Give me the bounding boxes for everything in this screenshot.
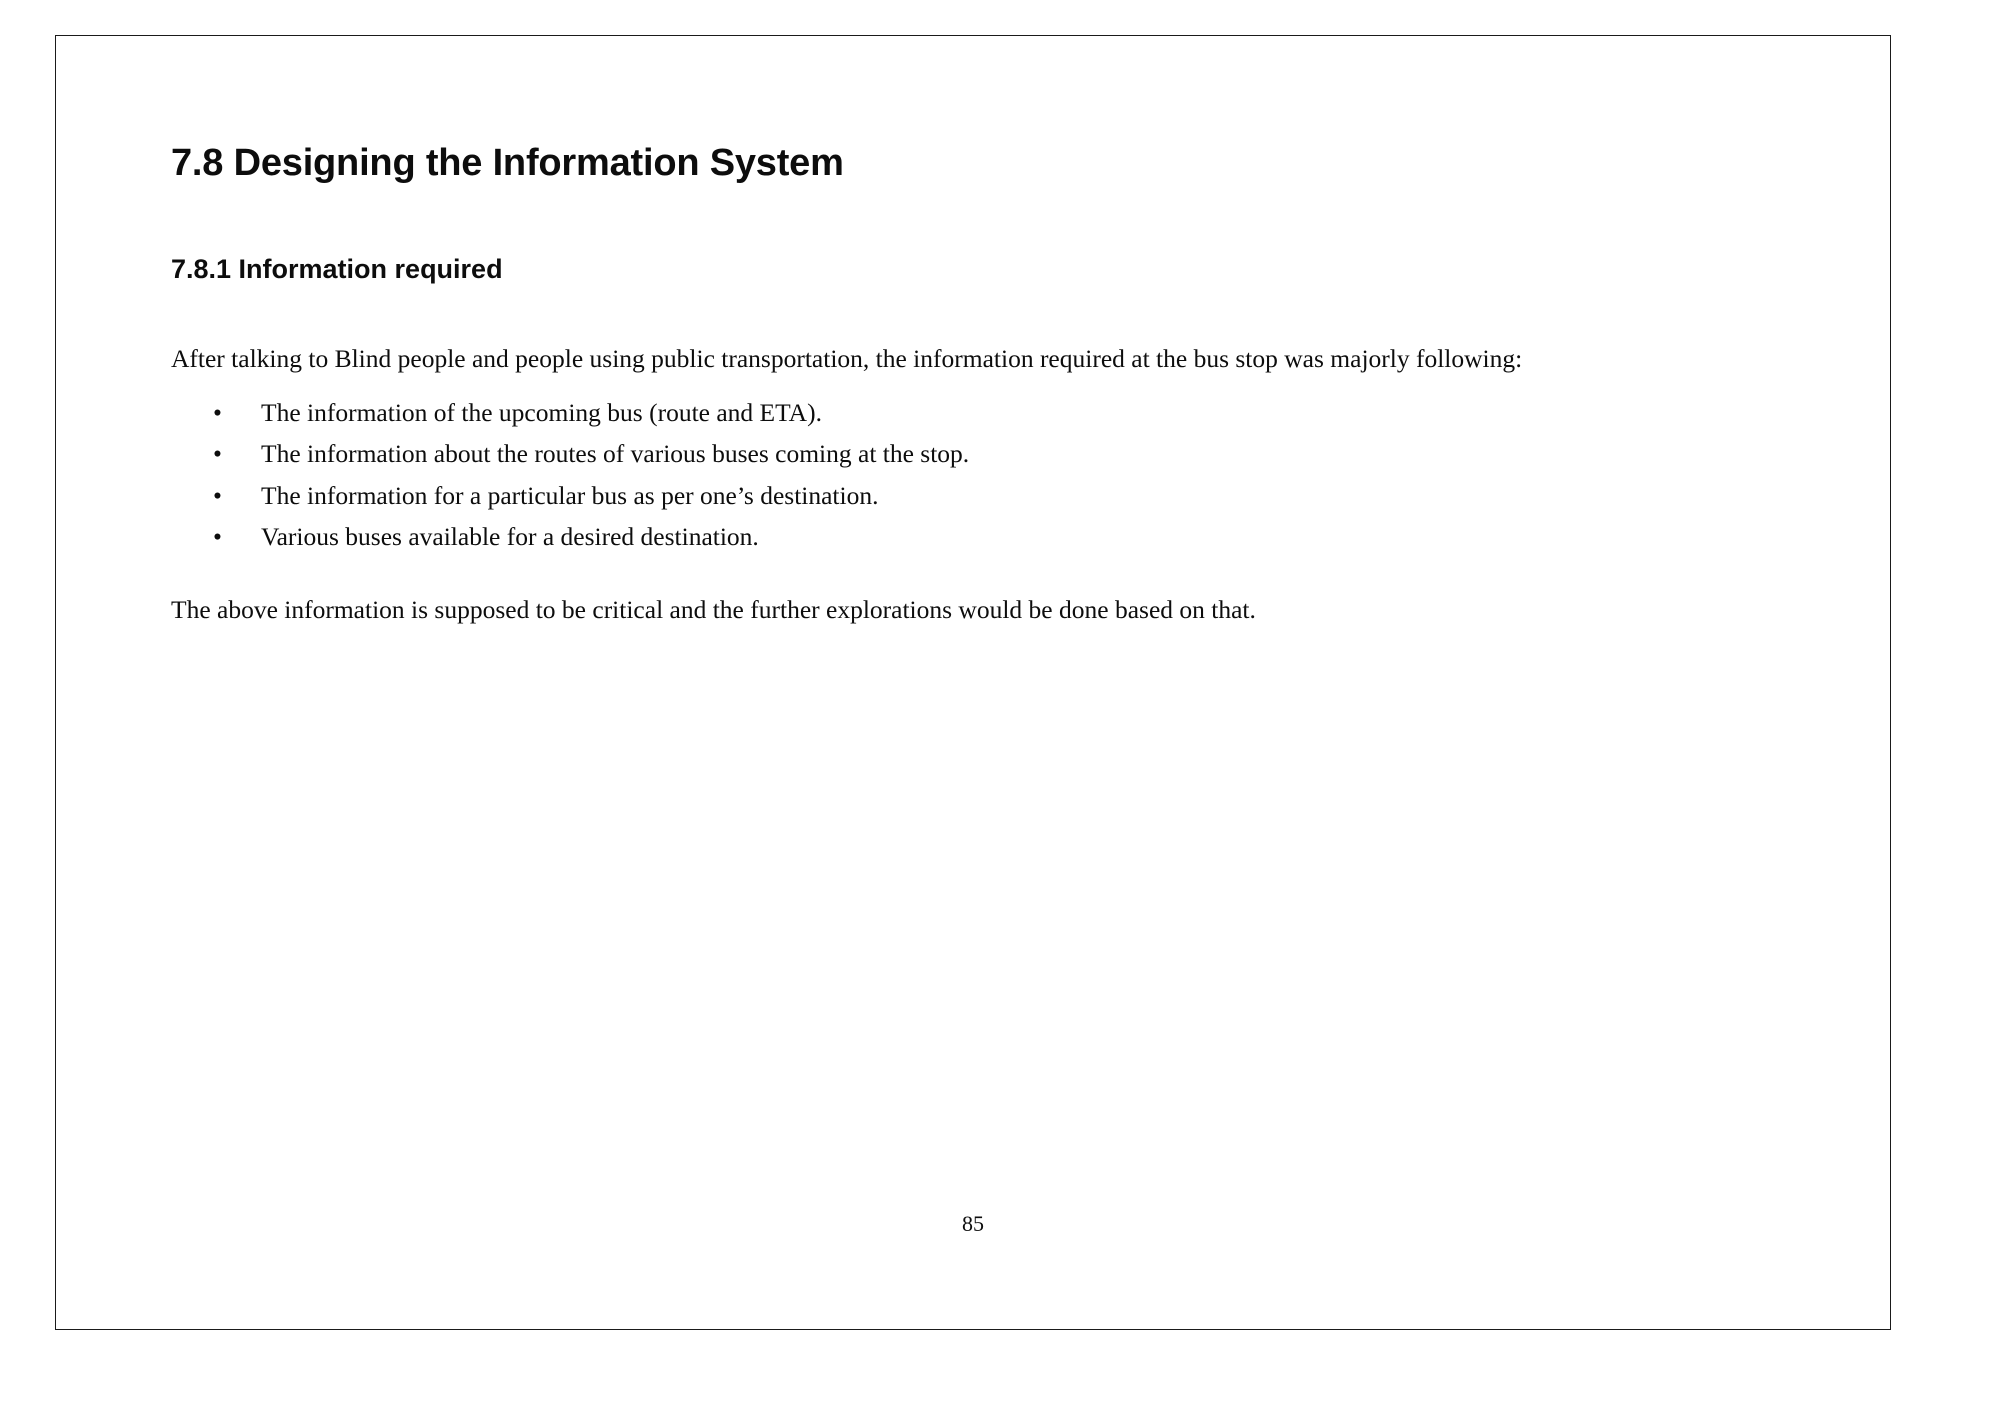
list-item-label: Various buses available for a desired destination. [261,521,759,551]
bullet-icon: • [213,521,222,551]
list-item [171,522,1800,551]
requirements-list [171,398,1800,550]
page-title: 7.8 Designing the Information System [171,142,844,184]
closing-paragraph: The above information is supposed to be critical and the further explorations would be done based on that. [171,594,1256,624]
list-item-label: The information about the routes of various buses coming at the stop. [261,439,970,469]
bullet-icon: • [213,480,222,510]
section-subtitle: 7.8.1 Information required [171,253,503,284]
page-content [171,141,1800,627]
list-item [171,481,1800,510]
bullet-icon: • [213,439,222,469]
list-item-label: The information for a particular bus as per one’s destination. [261,480,879,510]
document-page [55,35,1891,1330]
intro-paragraph: After talking to Blind people and people using public transportation, the information required at the bus stop was majorly following: [171,343,1523,373]
list-item [171,439,1800,468]
bullet-icon: • [213,398,222,428]
page-number: 85 [962,1211,984,1236]
list-item-label: The information of the upcoming bus (route and ETA). [261,398,822,428]
list-item [171,398,1800,427]
